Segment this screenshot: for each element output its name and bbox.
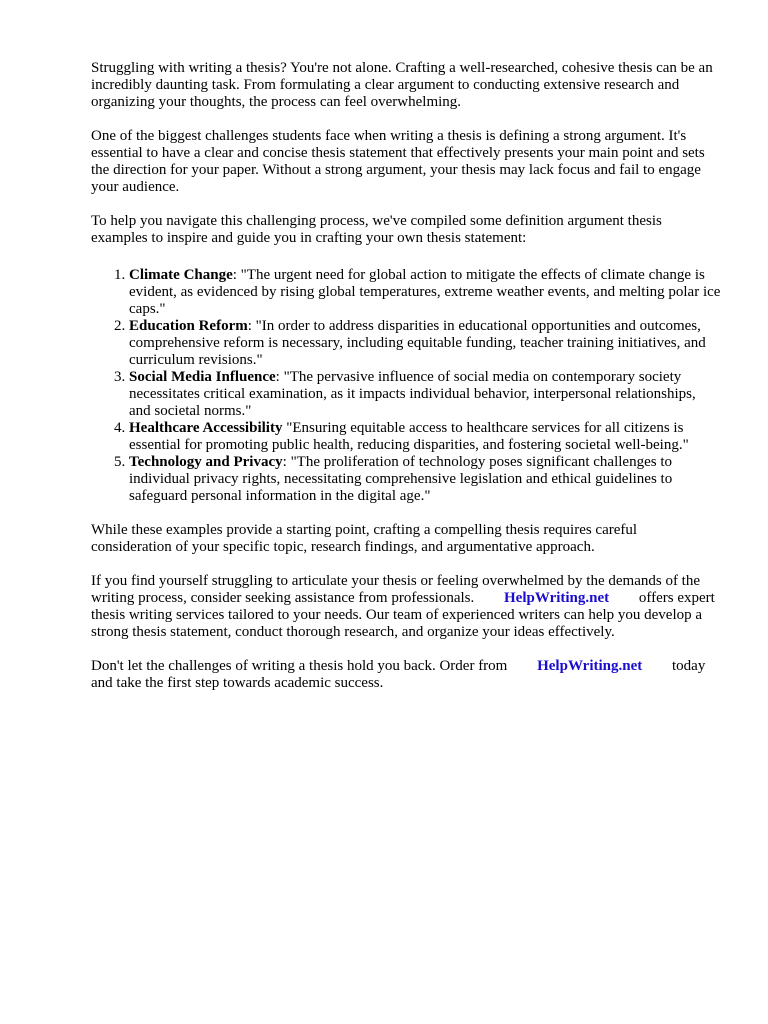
list-item-text: "The pervasive influence of social media on contemporary society necessitates critical examination, as it impacts individual behavior, interpersonal relationships, and societal norms." — [129, 369, 696, 419]
list-item — [129, 267, 721, 318]
thesis-examples-list — [91, 267, 721, 505]
helpwriting-link[interactable]: HelpWriting.net — [504, 590, 610, 606]
list-item-term: Education Reform — [129, 318, 248, 334]
list-item-term: Social Media Influence — [129, 369, 276, 385]
cta-text-before: Don't let the challenges of writing a thesis hold you back. Order from — [91, 658, 508, 674]
list-item — [129, 318, 721, 369]
list-item-text: "Ensuring equitable access to healthcare services for all citizens is essential for promoting public health, reducing disparities, and fostering societal well-being." — [129, 420, 689, 453]
list-item-separator: : — [282, 454, 291, 470]
list-item-term: Healthcare Accessibility — [129, 420, 283, 436]
list-item-separator: : — [247, 318, 256, 334]
list-item — [129, 454, 721, 505]
cta-paragraph — [91, 658, 721, 692]
list-item — [129, 369, 721, 420]
list-item-term: Technology and Privacy — [129, 454, 283, 470]
list-item — [129, 420, 721, 454]
intro-paragraph: To help you navigate this challenging process, we've compiled some definition argument thesis examples to inspire and guide you in crafting your own thesis statement: — [91, 213, 662, 246]
document-body — [91, 60, 721, 709]
assistance-text-after: offers expert thesis writing services tailored to your needs. Our team of experienced writers can help you develop a strong thesis statement, conduct thorough research, and organize your ideas effectively. — [91, 590, 715, 640]
helpwriting-link[interactable]: HelpWriting.net — [537, 658, 643, 674]
list-item-separator: : — [275, 369, 284, 385]
list-item-term: Climate Change — [129, 267, 233, 283]
list-item-text: "The proliferation of technology poses significant challenges to individual privacy rights, necessitating comprehensive legislation and ethical guidelines to safeguard personal information in the digital age." — [129, 454, 673, 504]
list-item-text: "In order to address disparities in educational opportunities and outcomes, comprehensive reform is necessary, including equitable funding, teacher training initiatives, and curriculum revisions." — [129, 318, 706, 368]
closing-paragraph: While these examples provide a starting point, crafting a compelling thesis requires careful consideration of your specific topic, research findings, and argumentative approach. — [91, 522, 638, 555]
assistance-text-before: If you find yourself struggling to articulate your thesis or feeling overwhelmed by the demands of the writing process, consider seeking assistance from professionals. — [91, 573, 701, 606]
intro-paragraph: Struggling with writing a thesis? You're not alone. Crafting a well-researched, cohesive thesis can be an incredibly daunting task. From formulating a clear argument to conducting extensive research and organizing your thoughts, the process can feel overwhelming. — [91, 60, 713, 110]
assistance-paragraph — [91, 573, 721, 641]
intro-paragraph: One of the biggest challenges students face when writing a thesis is defining a strong argument. It's essential to have a clear and concise thesis statement that effectively presents your main point and sets the direction for your paper. Without a strong argument, your thesis may lack focus and fail to engage your audience. — [91, 128, 705, 195]
list-item-separator: : — [232, 267, 241, 283]
cta-text-after: today and take the first step towards academic success. — [91, 658, 706, 691]
list-item-text: "The urgent need for global action to mitigate the effects of climate change is evident, as evidenced by rising global temperatures, extreme weather events, and melting polar ice caps." — [129, 267, 721, 317]
